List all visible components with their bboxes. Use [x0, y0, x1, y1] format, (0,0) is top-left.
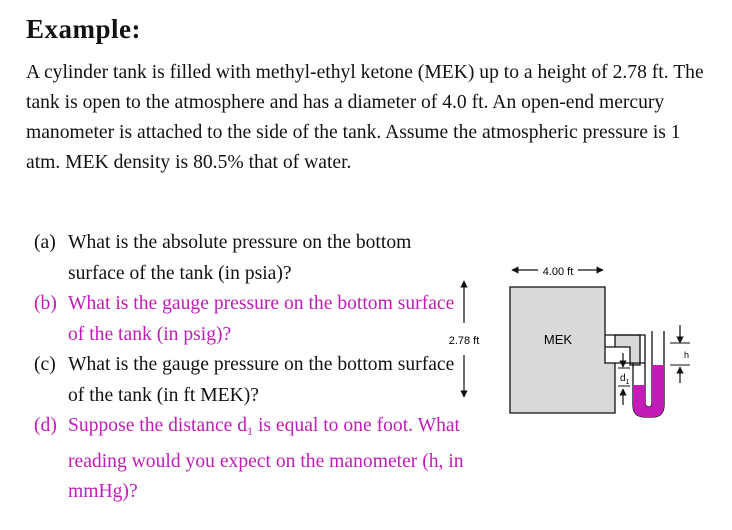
mercury-column: [633, 365, 664, 417]
question-text-start: Suppose the distance d: [68, 415, 248, 436]
question-d: [34, 411, 464, 508]
d1-label: [620, 373, 630, 386]
d1-sub: 1: [625, 379, 630, 386]
example-title: Example:: [26, 14, 141, 44]
question-letter: (c): [34, 354, 56, 375]
question-text: What is the gauge pressure on the bottom surface of the tank (in psig)?: [68, 293, 455, 345]
question-a: [34, 228, 464, 289]
question-text: What is the absolute pressure on the bottom surface of the tank (in psia)?: [68, 232, 412, 284]
question-text: [68, 411, 464, 508]
d1-main: d: [620, 373, 626, 384]
h-label: h: [684, 350, 690, 360]
problem-statement: A cylinder tank is filled with methyl-ethyl ketone (MEK) up to a height of 2.78 ft. The tank is open to the atmosphere and has a diameter of 4.0 ft. An open-end mercury manometer is attached to the side of the tank. Assume the atmospheric pressure is 1 atm. MEK density is 80.5% that of water.: [26, 62, 704, 173]
question-text-end: is equal to one foot. What reading would you expect on the manometer (h, in mmHg)?: [68, 415, 464, 502]
question-letter: (a): [34, 232, 56, 253]
question-letter: (d): [34, 415, 57, 436]
height-label: 2.78 ft: [448, 335, 480, 347]
question-letter: (b): [34, 293, 57, 314]
tank-manometer-diagram: [440, 255, 710, 425]
question-b: [34, 289, 464, 350]
tank-fluid: [510, 287, 640, 413]
question-subscript: 1: [247, 424, 254, 438]
fluid-label: MEK: [543, 332, 573, 347]
question-list: [34, 228, 464, 508]
question-c: [34, 350, 464, 411]
diameter-label: 4.00 ft: [542, 266, 574, 278]
question-text: What is the gauge pressure on the bottom surface of the tank (in ft MEK)?: [68, 354, 455, 406]
